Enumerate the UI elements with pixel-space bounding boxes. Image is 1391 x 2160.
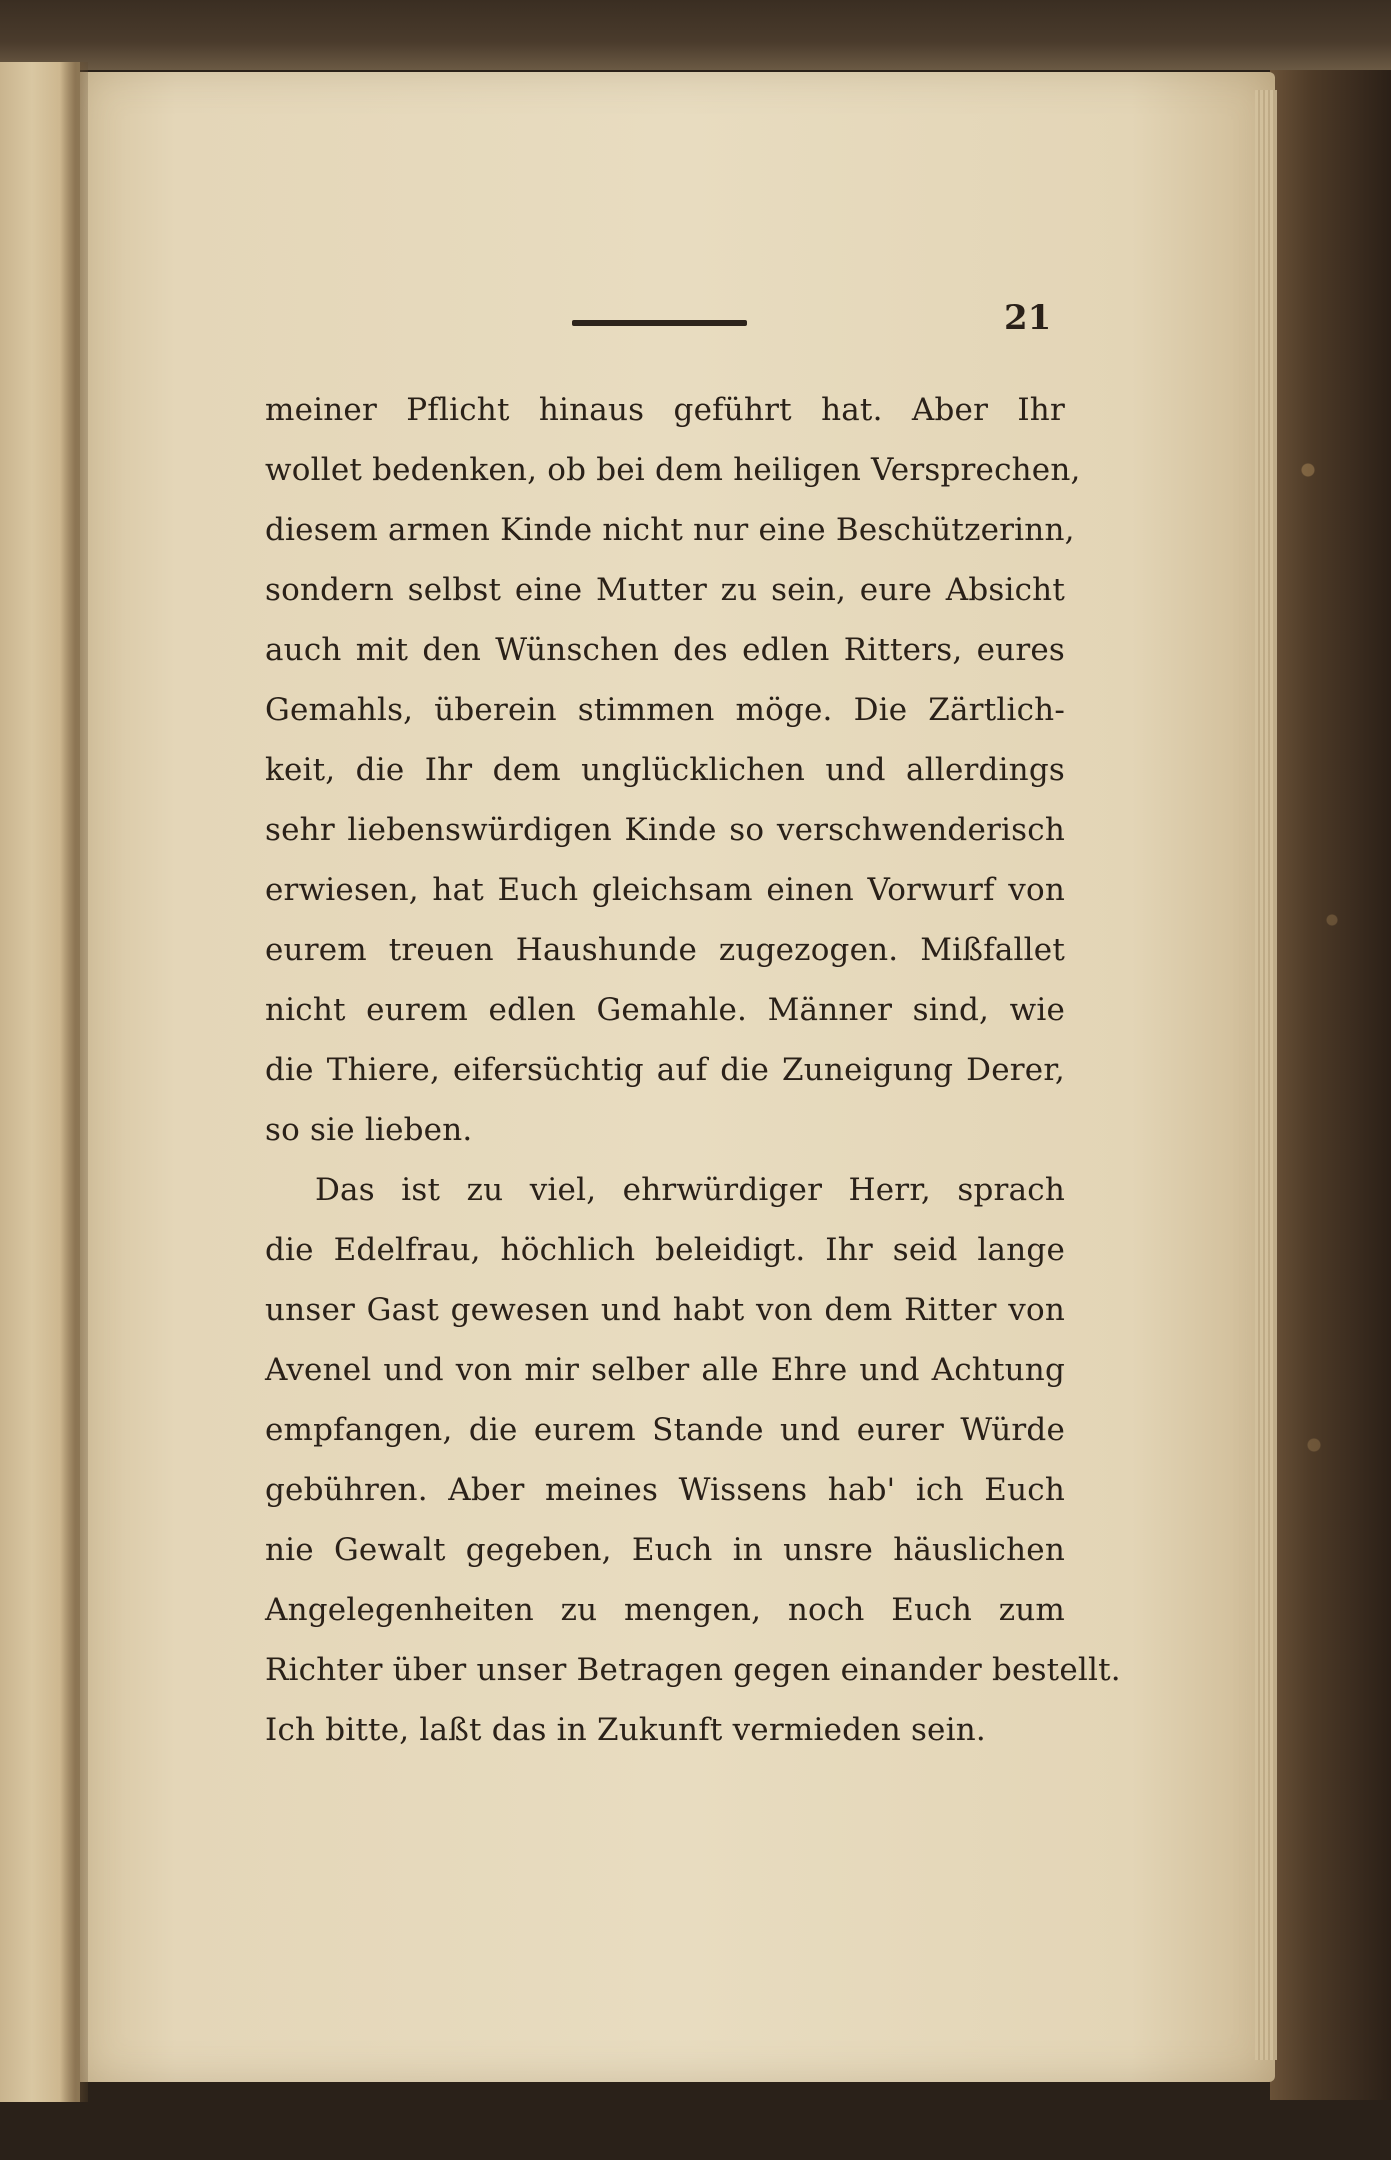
text-line: auch mit den Wünschen des edlen Ritters, eures [265, 632, 1065, 668]
text-line: meiner Pflicht hinaus geführt hat. Aber Ihr [265, 392, 1065, 428]
paragraph-1 [265, 380, 1081, 1160]
text-line: die Edelfrau, höchlich beleidigt. Ihr seid lange [265, 1232, 1065, 1268]
text-line: nie Gewalt gegeben, Euch in unsre häuslichen [265, 1532, 1065, 1568]
text-line: Ich bitte, laßt das in Zukunft vermieden sein. [265, 1712, 986, 1748]
text-line: keit, die Ihr dem unglücklichen und allerdings [265, 752, 1065, 788]
cover-wear-marks [1290, 320, 1350, 1820]
text-line: eurem treuen Haushunde zugezogen. Mißfallet [265, 932, 1065, 968]
text-line: Richter über unser Betragen gegen einander bestellt. [265, 1652, 1121, 1688]
running-head [572, 298, 1052, 352]
book-binding-top [0, 0, 1391, 70]
text-line: erwiesen, hat Euch gleichsam einen Vorwurf von [265, 872, 1065, 908]
page-number: 21 [1004, 298, 1052, 338]
text-line: empfangen, die eurem Stande und eurer Würde [265, 1412, 1065, 1448]
text-line: wollet bedenken, ob bei dem heiligen Versprechen, [265, 452, 1081, 488]
text-line: Avenel und von mir selber alle Ehre und Achtung [265, 1352, 1065, 1388]
header-rule [572, 320, 747, 326]
text-line: gebühren. Aber meines Wissens hab' ich Euch [265, 1472, 1065, 1508]
text-line: Das ist zu viel, ehrwürdiger Herr, sprach [315, 1172, 1065, 1208]
page-stack-edge [1255, 90, 1277, 2060]
paragraph-2 [265, 1160, 1121, 1760]
page-gutter [60, 62, 88, 2102]
text-line: diesem armen Kinde nicht nur eine Beschützerinn, [265, 512, 1075, 548]
text-line: die Thiere, eifersüchtig auf die Zuneigung Derer, [265, 1052, 1065, 1088]
text-line: sehr liebenswürdigen Kinde so verschwenderisch [265, 812, 1065, 848]
body-text [265, 380, 1121, 1760]
text-line: Angelegenheiten zu mengen, noch Euch zum [265, 1592, 1065, 1628]
text-line: so sie lieben. [265, 1112, 473, 1148]
text-line: Gemahls, überein stimmen möge. Die Zärtlich- [265, 692, 1065, 728]
text-line: sondern selbst eine Mutter zu sein, eure Absicht [265, 572, 1065, 608]
text-line: unser Gast gewesen und habt von dem Ritter von [265, 1292, 1065, 1328]
text-line: nicht eurem edlen Gemahle. Männer sind, wie [265, 992, 1065, 1028]
